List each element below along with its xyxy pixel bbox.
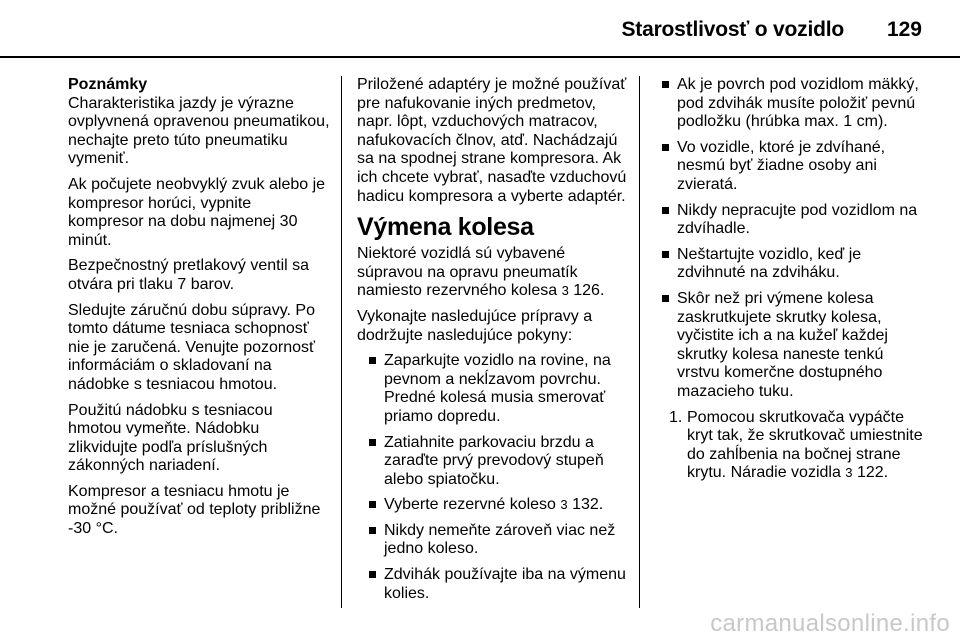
paragraph: Ak počujete neobvyklý zvuk alebo je kompresor horúci, vypnite kompresor na dobu najmenej 30 minút. [68, 175, 326, 249]
chapter-title: Starostlivosť o vozidlo [621, 18, 844, 41]
note-heading: Poznámky [68, 76, 148, 93]
list-item-text: Neštartujte vozidlo, keď je zdvihnuté na zdviháku. [677, 245, 862, 282]
page-reference: 132. [572, 496, 604, 514]
bullet-square-icon [662, 251, 669, 258]
watermark: carmanualsonline.info [710, 610, 950, 637]
bullet-list [357, 352, 627, 603]
column-divider-right [639, 76, 640, 608]
list-item [369, 566, 627, 603]
column-1 [68, 76, 330, 546]
column-3 [662, 76, 924, 483]
list-item [662, 139, 924, 195]
list-item [662, 290, 924, 402]
bullet-square-icon [662, 144, 669, 151]
step-item [669, 409, 924, 483]
step-number: 1. [669, 408, 683, 426]
column-2 [357, 76, 627, 610]
list-item-text: Zatiahnite parkovaciu brzdu a zaraďte prvý prevodový stupeň alebo spiatočku. [384, 433, 604, 488]
page-reference: 122. [856, 464, 889, 482]
paragraph: Kompresor a tesniacu hmotu je možné používať od teploty približne -30 °C. [68, 482, 321, 538]
column-divider-left [341, 76, 342, 608]
list-item [662, 202, 924, 239]
list-item [662, 246, 924, 283]
list-item-text: Zaparkujte vozidlo na rovine, na pevnom a nekĺzavom povrchu. Predné kolesá musia smerovať priamo dopredu. [384, 352, 611, 425]
paragraph: Bezpečnostný pretlakový ventil sa otvára pri tlaku 7 barov. [68, 257, 310, 293]
bullet-square-icon [369, 357, 376, 364]
page-reference: 126. [573, 282, 605, 300]
paragraph-text: Niektoré vozidlá sú vybavené súpravou na opravu pneumatík namiesto rezervného kolesa [357, 245, 578, 300]
step-text: Pomocou skrutkovača vypáčte kryt tak, že skrutkovač umiestnite do zahĺbenia na bočnej strane krytu. Náradie vozidla [687, 408, 923, 482]
paragraph: Použitú nádobku s tesniacou hmotou vymeňte. Nádobku zlikvidujte podľa príslušných zákonných nariadení. [68, 401, 273, 475]
list-item [369, 522, 627, 559]
paragraph: Charakteristika jazdy je výrazne ovplyvnená opravenou pneumatikou, nechajte preto túto pneumatiku vymeniť. [68, 94, 330, 168]
list-item [369, 434, 627, 490]
bullet-square-icon [662, 207, 669, 214]
list-item [369, 352, 627, 426]
list-item-text: Vyberte rezervné koleso [384, 496, 556, 514]
list-item-text: Skôr než pri výmene kolesa zaskrutkujete skrutky kolesa, vyčistite ich a na kužeľ každej skrutky kolesa naneste tenkú vrstvu komerčne dostupného mazacieho tuku. [677, 289, 888, 400]
bullet-square-icon [369, 501, 376, 508]
paragraph [357, 245, 627, 301]
section-heading: Výmena kolesa [357, 213, 534, 242]
bullet-square-icon [369, 571, 376, 578]
list-item-text: Zdvihák používajte iba na výmenu kolies. [384, 566, 626, 602]
list-item-text: Ak je povrch pod vozidlom mäkký, pod zdvihák musíte položiť pevnú podložku (hrúbka max. 1 cm). [677, 76, 919, 131]
bullet-square-icon [369, 527, 376, 534]
page-number: 129 [886, 18, 922, 41]
reference-arrow-icon: 3 [561, 283, 569, 299]
paragraph: Priložené adaptéry je možné používať pre nafukovanie iných predmetov, napr. lôpt, vzduchových matracov, nafukovacích člnov, atď. Nachádzajú sa na spodnej strane kompresora. Ak ich chcete vybrať, nasaďte vzduchovú hadicu kompresora a vyberte adaptér. [357, 76, 627, 205]
bullet-list [662, 76, 924, 402]
page-header [0, 0, 960, 56]
list-item-text: Nikdy nepracujte pod vozidlom na zdvíhadle. [677, 201, 918, 238]
list-item [369, 496, 627, 515]
reference-arrow-icon: 3 [560, 497, 568, 513]
header-divider [0, 56, 960, 58]
reference-arrow-icon: 3 [845, 465, 853, 481]
bullet-square-icon [662, 81, 669, 88]
list-item [662, 76, 924, 132]
bullet-square-icon [369, 439, 376, 446]
bullet-square-icon [662, 295, 669, 302]
paragraph: Vykonajte nasledujúce prípravy a dodržujte nasledujúce pokyny: [357, 307, 593, 344]
list-item-text: Nikdy nemeňte zároveň viac než jedno koleso. [384, 521, 616, 558]
numbered-steps [662, 409, 924, 483]
list-item-text: Vo vozidle, ktoré je zdvíhané, nesmú byť žiadne osoby ani zvieratá. [677, 138, 886, 193]
paragraph: Sledujte záručnú dobu súpravy. Po tomto dátume tesniaca schopnosť nie je zaručená. Venujte pozornosť informáciám o skladovaní na nádobke s tesniacou hmotou. [68, 301, 316, 393]
